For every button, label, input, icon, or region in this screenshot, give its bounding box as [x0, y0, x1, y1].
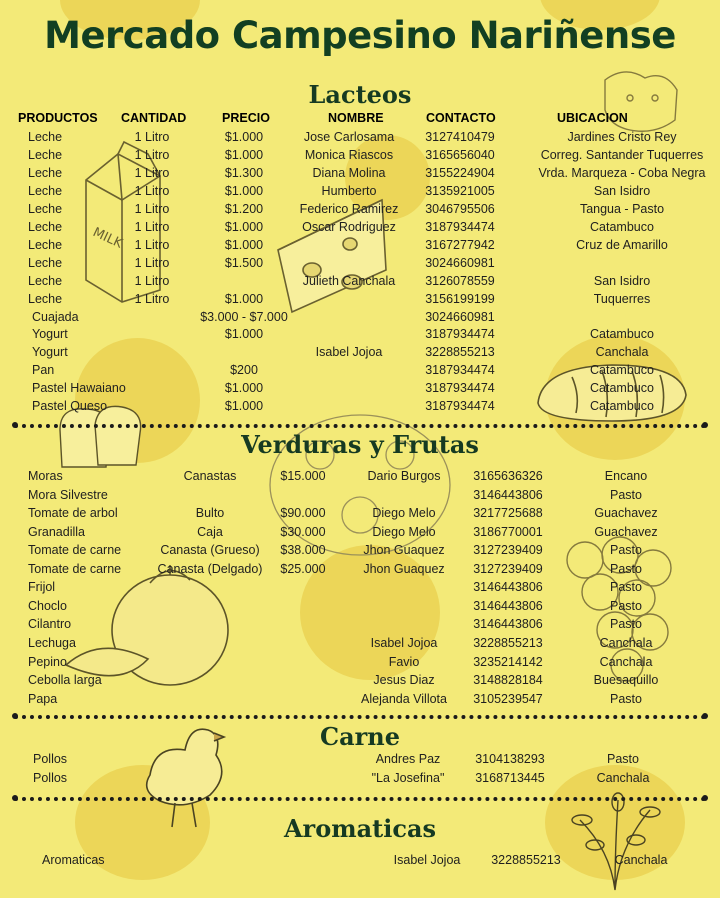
- cell-producto: Pan: [32, 363, 55, 378]
- cell-producto: Cilantro: [28, 617, 72, 632]
- cell-precio: $1.000: [224, 327, 264, 342]
- cell-nombre: Monica Riascos: [304, 147, 394, 162]
- cell-ubicacion: Pasto: [610, 561, 642, 576]
- cell-contacto: 3187934474: [425, 219, 495, 234]
- cell-producto: Cebolla larga: [28, 673, 102, 688]
- header-nombre: NOMBRE: [328, 111, 384, 125]
- cell-nombre: Diana Molina: [312, 165, 386, 180]
- cell-precio: $1.000: [224, 147, 264, 162]
- section-title-lacteos: Lacteos: [308, 80, 412, 109]
- cell-ubicacion: Canchala: [596, 770, 650, 785]
- cell-precio: $1.000: [224, 130, 264, 144]
- cell-ubicacion: Catambuco: [590, 327, 654, 342]
- header-precio: PRECIO: [222, 111, 270, 125]
- cell-contacto: 3146443806: [473, 487, 543, 502]
- cell-producto: Tomate de carne: [28, 561, 122, 576]
- svg-text:MILK: MILK: [90, 225, 125, 252]
- cell-ubicacion: Catambuco: [590, 399, 654, 414]
- cell-precio: $1.000: [224, 219, 264, 234]
- cell-contacto: 3186770001: [473, 524, 543, 539]
- cell-producto: Pollos: [33, 752, 68, 766]
- cell-producto: Mora Silvestre: [28, 487, 108, 502]
- cell-contacto: 3228855213: [425, 345, 495, 360]
- cell-cantidad: Canasta (Grueso): [160, 543, 260, 558]
- cell-ubicacion: Jardines Cristo Rey: [567, 130, 677, 144]
- cell-producto: Moras: [28, 469, 63, 483]
- cell-ubicacion: Pasto: [610, 543, 642, 558]
- cell-ubicacion: Pasto: [610, 580, 642, 595]
- cell-producto: Yogurt: [32, 327, 68, 342]
- cell-contacto: 3126078559: [425, 273, 495, 288]
- section-title-verduras: Verduras y Frutas: [241, 430, 479, 459]
- cell-producto: Leche: [28, 255, 63, 270]
- cell-precio: $1.000: [224, 291, 264, 306]
- cell-ubicacion: San Isidro: [593, 183, 651, 198]
- cell-nombre: Humberto: [321, 183, 377, 198]
- cell-precio: $30.000: [280, 524, 326, 539]
- cell-ubicacion: Tuquerres: [593, 291, 651, 306]
- cell-contacto: 3104138293: [475, 752, 545, 766]
- cell-contacto: 3155224904: [425, 165, 495, 180]
- cell-cantidad: 1 Litro: [134, 147, 170, 162]
- cell-ubicacion: Canchala: [599, 654, 653, 669]
- cell-cantidad: 1 Litro: [134, 201, 170, 216]
- cell-precio: $1.000: [224, 381, 264, 396]
- cell-contacto: 3146443806: [473, 598, 543, 613]
- cell-producto: Frijol: [28, 580, 56, 595]
- cell-ubicacion: Tangua - Pasto: [579, 201, 665, 216]
- cell-nombre: "La Josefina": [371, 770, 445, 785]
- cell-precio: $1.000: [224, 399, 264, 414]
- cell-contacto: 3228855213: [491, 853, 561, 867]
- cell-contacto: 3146443806: [473, 580, 543, 595]
- cell-ubicacion: Guachavez: [594, 506, 658, 521]
- cell-precio: $200: [230, 363, 258, 378]
- cell-producto: Aromaticas: [42, 853, 105, 867]
- cell-contacto: 3146443806: [473, 617, 543, 632]
- cell-nombre: Julieth Canchala: [302, 273, 396, 288]
- cell-nombre: Jhon Guaquez: [363, 543, 445, 558]
- cell-ubicacion: Pasto: [610, 691, 642, 706]
- cell-ubicacion: Catambuco: [590, 381, 654, 396]
- cell-ubicacion: Guachavez: [594, 524, 658, 539]
- cell-producto: Pepino: [28, 654, 67, 669]
- cell-cantidad: 1 Litro: [134, 237, 170, 252]
- cell-ubicacion: Encano: [604, 469, 648, 483]
- cell-producto: Yogurt: [32, 345, 68, 360]
- cell-cantidad: 1 Litro: [134, 291, 170, 306]
- cell-contacto: 3024660981: [425, 255, 495, 270]
- cell-producto: Leche: [28, 273, 63, 288]
- cell-producto: Leche: [28, 237, 63, 252]
- cell-producto: Leche: [28, 183, 63, 198]
- cell-contacto: 3187934474: [425, 363, 495, 378]
- cell-cantidad: 1 Litro: [134, 130, 170, 144]
- cell-cantidad: 1 Litro: [134, 219, 170, 234]
- header-ubicacion: UBICACION: [557, 111, 628, 125]
- header-productos: PRODUCTOS: [18, 111, 98, 125]
- cell-precio: $90.000: [280, 506, 326, 521]
- cell-ubicacion: Canchala: [614, 853, 668, 867]
- cell-precio: $1.200: [224, 201, 264, 216]
- cell-producto: Pastel Hawaiano: [32, 381, 126, 396]
- cell-contacto: 3127410479: [425, 130, 495, 144]
- cell-contacto: 3187934474: [425, 399, 495, 414]
- cell-producto: Leche: [28, 147, 63, 162]
- cell-nombre: Isabel Jojoa: [315, 345, 383, 360]
- cell-nombre: Federico Ramirez: [299, 201, 399, 216]
- cell-cantidad: Canastas: [183, 469, 237, 483]
- cell-ubicacion: San Isidro: [593, 273, 651, 288]
- section-title-carne: Carne: [319, 722, 400, 751]
- cell-contacto: 3165656040: [425, 147, 495, 162]
- cell-producto: Granadilla: [28, 524, 85, 539]
- cell-contacto: 3127239409: [473, 543, 543, 558]
- cell-producto: Leche: [28, 165, 63, 180]
- cell-contacto: 3167277942: [425, 237, 495, 252]
- cell-contacto: 3235214142: [473, 654, 543, 669]
- cell-ubicacion: Pasto: [610, 617, 642, 632]
- cell-ubicacion: Cruz de Amarillo: [576, 237, 668, 252]
- cell-producto: Tomate de arbol: [28, 506, 118, 521]
- cell-nombre: Oscar Rodriguez: [302, 219, 396, 234]
- header-contacto: CONTACTO: [426, 111, 496, 125]
- cell-nombre: Jose Carlosama: [303, 130, 395, 144]
- cell-nombre: Jesus Diaz: [373, 673, 435, 688]
- cell-ubicacion: Canchala: [599, 635, 653, 650]
- cell-producto: Pollos: [33, 770, 68, 785]
- cell-nombre: Andres Paz: [375, 752, 441, 766]
- cell-contacto: 3156199199: [425, 291, 495, 306]
- cell-ubicacion: Canchala: [595, 345, 649, 360]
- cell-cantidad: 1 Litro: [134, 255, 170, 270]
- cell-nombre: Diego Melo: [372, 524, 436, 539]
- page-title: Mercado Campesino Nariñense: [44, 14, 676, 57]
- header-cantidad: CANTIDAD: [121, 111, 187, 125]
- cell-contacto: 3217725688: [473, 506, 543, 521]
- cell-contacto: 3165636326: [473, 469, 543, 483]
- cell-cantidad: 1 Litro: [134, 165, 170, 180]
- cell-nombre: Favio: [388, 654, 420, 669]
- cell-contacto: 3148828184: [473, 673, 543, 688]
- cell-cantidad: Caja: [197, 524, 223, 539]
- cell-producto: Tomate de carne: [28, 543, 122, 558]
- cell-precio: $1.000: [224, 237, 264, 252]
- cell-precio: $1.500: [224, 255, 264, 270]
- cell-contacto: 3228855213: [473, 635, 543, 650]
- cell-ubicacion: Pasto: [610, 598, 642, 613]
- cell-ubicacion: Vrda. Marqueza - Coba Negra: [538, 165, 706, 180]
- cell-nombre: Alejanda Villota: [361, 691, 447, 706]
- cell-producto: Choclo: [28, 598, 67, 613]
- cell-precio: $3.000 - $7.000: [200, 309, 288, 324]
- cell-nombre: Isabel Jojoa: [370, 635, 438, 650]
- cell-producto: Papa: [28, 691, 58, 706]
- cell-producto: Leche: [28, 291, 63, 306]
- cell-precio: $15.000: [280, 469, 326, 483]
- cell-ubicacion: Pasto: [607, 752, 639, 766]
- cell-precio: $38.000: [280, 543, 326, 558]
- section-divider: [14, 715, 706, 719]
- cell-contacto: 3187934474: [425, 381, 495, 396]
- cell-contacto: 3105239547: [473, 691, 543, 706]
- section-divider: [14, 424, 706, 428]
- cell-precio: $25.000: [280, 561, 326, 576]
- cell-contacto: 3168713445: [475, 770, 545, 785]
- cell-cantidad: Bulto: [195, 506, 225, 521]
- cell-producto: Cuajada: [32, 309, 79, 324]
- cell-producto: Leche: [28, 219, 63, 234]
- cell-precio: $1.000: [224, 183, 264, 198]
- cell-nombre: Diego Melo: [372, 506, 436, 521]
- cell-nombre: Isabel Jojoa: [393, 853, 461, 867]
- section-title-aromaticas: Aromaticas: [283, 814, 437, 843]
- cell-contacto: 3187934474: [425, 327, 495, 342]
- cell-nombre: Dario Burgos: [367, 469, 441, 483]
- cell-cantidad: 1 Litro: [134, 183, 170, 198]
- cell-producto: Pastel Queso: [32, 399, 108, 414]
- cell-nombre: Jhon Guaquez: [363, 561, 445, 576]
- cell-cantidad: Canasta (Delgado): [157, 561, 263, 576]
- cell-producto: Leche: [28, 130, 63, 144]
- cell-precio: $1.300: [224, 165, 264, 180]
- cell-producto: Leche: [28, 201, 63, 216]
- cell-ubicacion: Buesaquillo: [593, 673, 659, 688]
- cell-contacto: 3135921005: [425, 183, 495, 198]
- cell-contacto: 3127239409: [473, 561, 543, 576]
- cell-ubicacion: Correg. Santander Tuquerres: [540, 147, 704, 162]
- cell-contacto: 3046795506: [425, 201, 495, 216]
- cell-ubicacion: Catambuco: [590, 219, 654, 234]
- section-divider: [14, 797, 706, 801]
- cell-contacto: 3024660981: [425, 309, 495, 324]
- cell-cantidad: 1 Litro: [134, 273, 170, 288]
- cell-ubicacion: Catambuco: [590, 363, 654, 378]
- cell-producto: Lechuga: [28, 635, 76, 650]
- cell-ubicacion: Pasto: [610, 487, 642, 502]
